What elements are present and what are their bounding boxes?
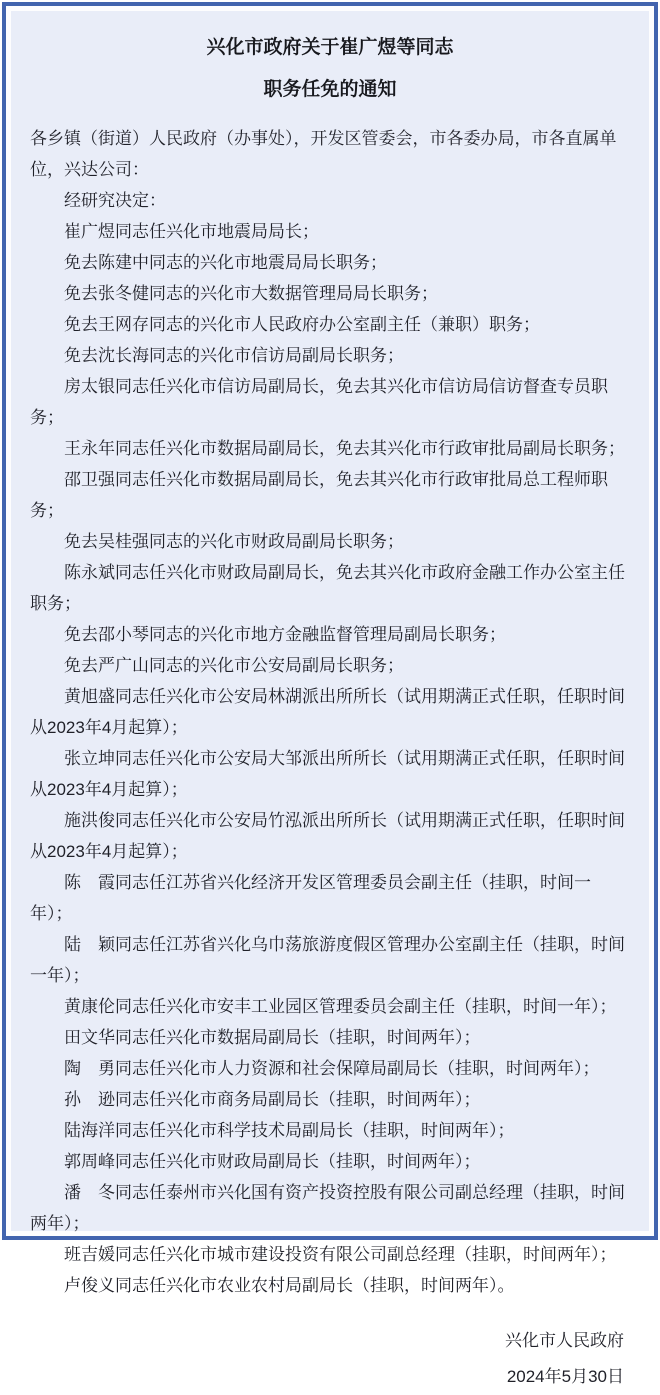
body-paragraph: 免去王网存同志的兴化市人民政府办公室副主任（兼职）职务； xyxy=(64,315,540,334)
document-frame xyxy=(2,2,658,1386)
signature-author: 兴化市人民政府 xyxy=(505,1331,624,1350)
body-paragraph: 陶 勇同志任兴化市人力资源和社会保障局副局长（挂职，时间两年）； xyxy=(64,1059,600,1078)
body-paragraph: 免去陈建中同志的兴化市地震局局长职务； xyxy=(64,253,387,272)
signature-block xyxy=(30,1323,630,1395)
body-paragraph: 黄旭盛同志任兴化市公安局林湖派出所所长（试用期满正式任职，任职时间从2023年4月起算）； xyxy=(30,687,625,737)
notice-page xyxy=(11,11,649,1386)
body-paragraph: 王永年同志任兴化市数据局副局长，免去其兴化市行政审批局副局长职务； xyxy=(64,439,625,458)
body-paragraph: 免去严广山同志的兴化市公安局副局长职务； xyxy=(64,656,404,675)
body-paragraph: 免去沈长海同志的兴化市信访局副局长职务； xyxy=(64,346,404,365)
body-paragraph: 免去邵小琴同志的兴化市地方金融监督管理局副局长职务； xyxy=(64,625,506,644)
body-paragraph: 陈 霞同志任江苏省兴化经济开发区管理委员会副主任（挂职，时间一年）； xyxy=(30,873,591,923)
body-paragraph: 免去吴桂强同志的兴化市财政局副局长职务； xyxy=(64,532,404,551)
body-paragraph: 黄康伦同志任兴化市安丰工业园区管理委员会副主任（挂职，时间一年）； xyxy=(64,997,617,1016)
body-paragraph: 免去张冬健同志的兴化市大数据管理局局长职务； xyxy=(64,284,438,303)
body-paragraph: 崔广煜同志任兴化市地震局局长； xyxy=(64,222,319,241)
body-paragraph: 孙 逊同志任兴化市商务局副局长（挂职，时间两年）； xyxy=(64,1090,481,1109)
notice-title xyxy=(30,27,630,111)
body-paragraph: 陆 颖同志任江苏省兴化乌巾荡旅游度假区管理办公室副主任（挂职，时间一年）； xyxy=(30,935,625,985)
body-paragraph: 田文华同志任兴化市数据局副局长（挂职，时间两年）； xyxy=(64,1028,481,1047)
body-paragraph: 施洪俊同志任兴化市公安局竹泓派出所所长（试用期满正式任职，任职时间从2023年4月起算）； xyxy=(30,811,625,861)
notice-title-line-1: 兴化市政府关于崔广煜等同志 xyxy=(206,37,454,58)
body-paragraph: 潘 冬同志任泰州市兴化国有资产投资控股有限公司副总经理（挂职，时间两年）； xyxy=(30,1183,625,1233)
notice-title-line-2: 职务任免的通知 xyxy=(263,79,397,100)
body-paragraph: 卢俊义同志任兴化市农业农村局副局长（挂职，时间两年）。 xyxy=(64,1276,515,1295)
notice-body xyxy=(30,123,630,1301)
body-paragraph: 郭周峰同志任兴化市财政局副局长（挂职，时间两年）； xyxy=(64,1152,481,1171)
body-paragraph: 张立坤同志任兴化市公安局大邹派出所所长（试用期满正式任职，任职时间从2023年4月起算）； xyxy=(30,749,625,799)
body-paragraph: 各乡镇（街道）人民政府（办事处），开发区管委会，市各委办局，市各直属单位，兴达公司： xyxy=(30,129,617,179)
body-paragraph: 班吉媛同志任兴化市城市建设投资有限公司副总经理（挂职，时间两年）； xyxy=(64,1245,617,1264)
body-paragraph: 陆海洋同志任兴化市科学技术局副局长（挂职，时间两年）； xyxy=(64,1121,515,1140)
body-paragraph: 陈永斌同志任兴化市财政局副局长，免去其兴化市政府金融工作办公室主任职务； xyxy=(30,563,625,613)
signature-date: 2024年5月30日 xyxy=(506,1367,624,1386)
body-paragraph: 经研究决定： xyxy=(64,191,166,210)
body-paragraph: 邵卫强同志任兴化市数据局副局长，免去其兴化市行政审批局总工程师职务； xyxy=(30,470,608,520)
body-paragraph: 房太银同志任兴化市信访局副局长，免去其兴化市信访局信访督查专员职务； xyxy=(30,377,608,427)
